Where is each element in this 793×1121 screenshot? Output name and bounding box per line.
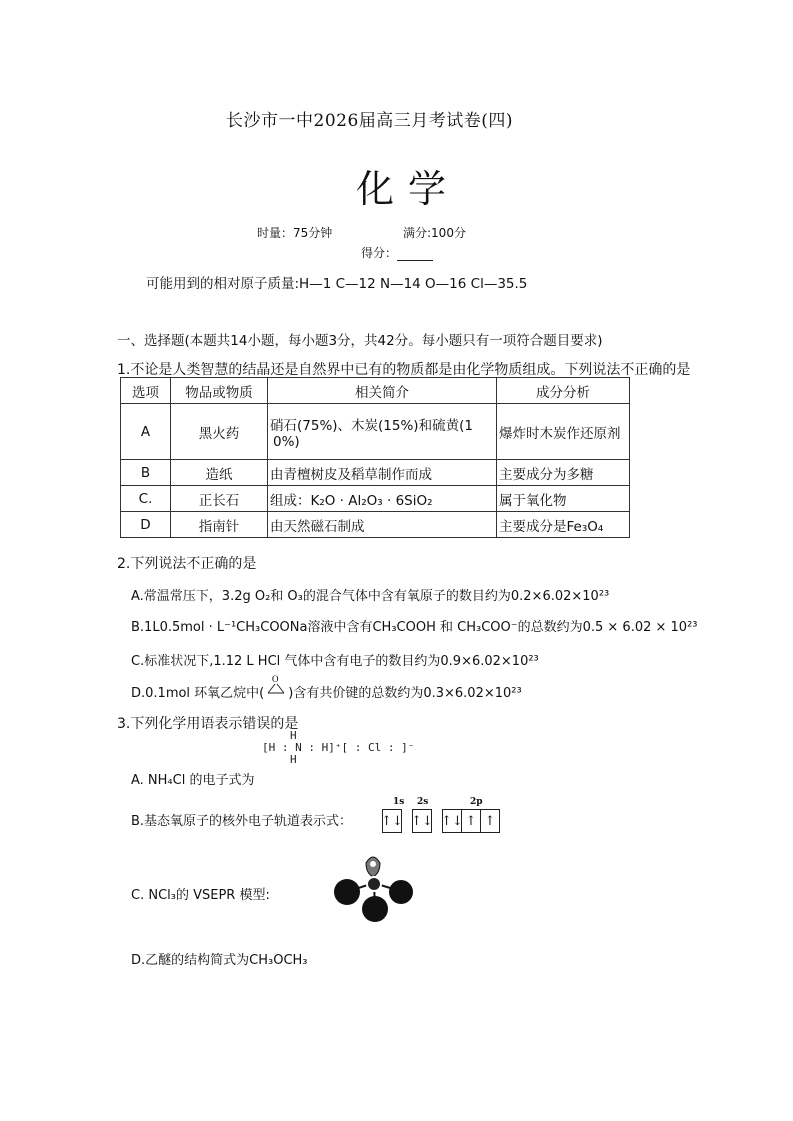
intro-cell [268,404,497,460]
q2-option-a: A.常温常压下，3.2g O₂和 O₃的混合气体中含有氧原子的数目约为0.2×6.02×10²³ [131,589,610,604]
orbital-cell: ↑ [484,813,496,829]
orbital-label: 1s [393,797,405,807]
intro-line: 硝石(75%)、木炭(15%)和硫黄(1 [270,417,473,434]
got-score-label: 得分： [361,246,398,260]
item-cell: 造纸 [171,460,268,486]
orbital-cell: ↑ [462,810,481,832]
option-cell: A [121,404,171,460]
orbital-2p [442,809,500,833]
intro-line: 0%) [273,433,300,450]
item-cell: 正长石 [171,486,268,512]
edf-line: H [290,753,297,766]
table-header: 成分分析 [497,378,630,404]
epoxide-icon [264,673,288,695]
orbital-2s [412,809,432,833]
analysis-cell: 属于氧化物 [497,486,630,512]
table-row [121,486,630,512]
svg-text:O: O [272,674,279,684]
subject-title: 化学 [356,167,461,211]
orbital-cell: ↑↓ [443,810,462,832]
intro-cell: 组成：K₂O · Al₂O₃ · 6SiO₂ [268,486,497,512]
vsepr-model-image [330,853,420,925]
got-score [361,244,433,261]
q2-d-text: D.0.1mol 环氧乙烷中( [131,686,265,701]
q2-stem: 2.下列说法不正确的是 [117,556,257,572]
q3-option-c: C. NCl₃的 VSEPR 模型: [131,888,270,903]
table-row [121,404,630,460]
orbital-1s [382,809,402,833]
q2-option-b: B.1L0.5mol · L⁻¹CH₃COONa溶液中含有CH₃COOH 和 CH₃COO⁻的总数约为0.5 × 6.02 × 10²³ [131,620,698,635]
edf-line: H [290,729,297,742]
orbital-cell: ↑↓ [411,813,433,829]
intro-cell: 由青檀树皮及稻草制作而成 [268,460,497,486]
analysis-cell: 爆炸时木炭作还原剂 [497,404,630,460]
electron-dot-formula [262,730,414,766]
table-header: 选项 [121,378,171,404]
time-label: 时量：75分钟 [257,226,333,240]
table-header: 物品或物质 [171,378,268,404]
score-blank[interactable] [397,248,433,261]
q3-option-d: D.乙醚的结构简式为CH₃OCH₃ [131,953,308,968]
epoxide-ring [264,674,288,697]
q2-d-text: )含有共价键的总数约为0.3×6.02×10²³ [288,686,522,701]
table-header: 相关简介 [268,378,497,404]
q3-stem: 3.下列化学用语表示错误的是 [117,716,299,732]
item-cell: 黑火药 [171,404,268,460]
atomic-mass-line: 可能用到的相对原子质量:H—1 C—12 N—14 O—16 Cl—35.5 [146,276,528,292]
section1-heading: 一、选择题(本题共14小题，每小题3分，共42分。每小题只有一项符合题目要求) [117,333,603,349]
option-cell: B [121,460,171,486]
table-row [121,512,630,538]
edf-line: [H : N : H]⁺[ : Cl : ]⁻ [262,741,415,754]
score-label: 满分:100分 [403,226,466,240]
orbital-label: 2s [417,797,429,807]
analysis-cell: 主要成分是Fe₃O₄ [497,512,630,538]
intro-cell: 由天然磁石制成 [268,512,497,538]
orbital-label: 2p [470,797,483,807]
option-cell: D [121,512,171,538]
q1-stem: 1.不论是人类智慧的结晶还是自然界中已有的物质都是由化学物质组成。下列说法不正确的是 [117,362,691,378]
orbital-cell: ↑↓ [381,813,403,829]
option-cell: C. [121,486,171,512]
q3-option-a: A. NH₄Cl 的电子式为 [131,773,255,788]
q3-option-b: B.基态氧原子的核外电子轨道表示式： [131,814,353,829]
q2-option-c: C.标准状况下,1.12 L HCl 气体中含有电子的数目约为0.9×6.02×10²³ [131,654,539,669]
table-row [121,460,630,486]
analysis-cell: 主要成分为多糖 [497,460,630,486]
item-cell: 指南针 [171,512,268,538]
school-title: 长沙市一中2026届高三月考试卷(四) [226,111,514,131]
q1-table [120,377,630,538]
q2-option-d [131,674,522,701]
